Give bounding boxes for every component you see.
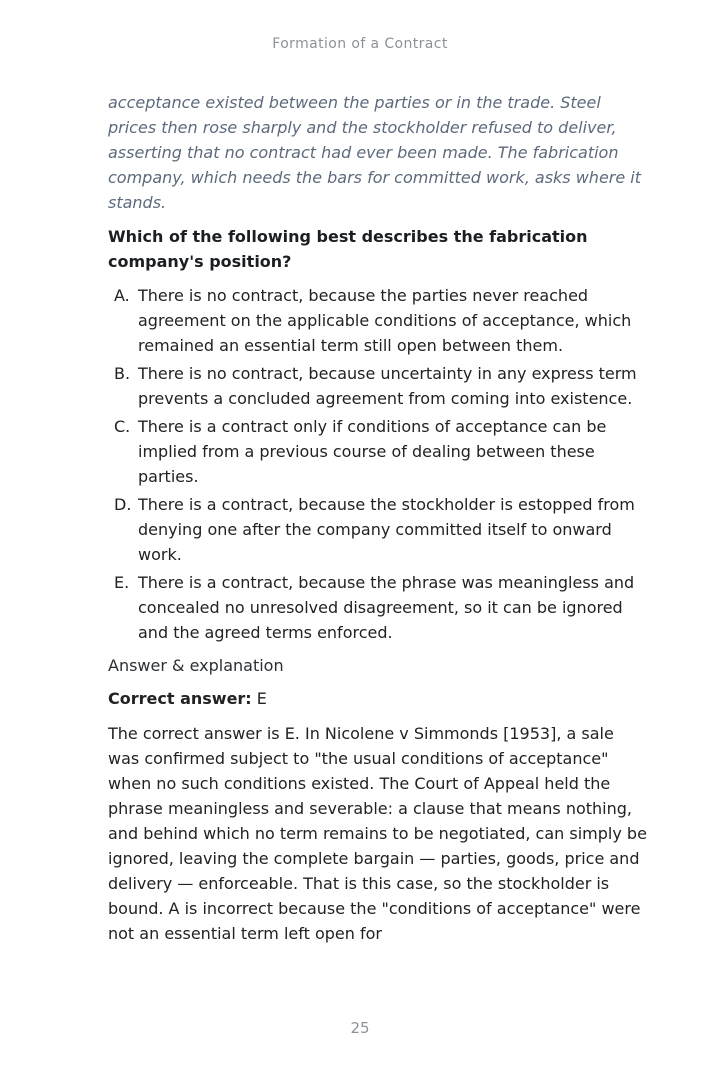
option-b <box>108 361 648 411</box>
correct-answer-line <box>108 686 648 711</box>
option-text: There is no contract, because the parties never reached agreement on the applicable conditions of acceptance, which remained an essential term still open between them. <box>138 286 632 355</box>
answer-explanation-toggle[interactable]: Answer & explanation <box>108 656 284 675</box>
running-header: Formation of a Contract <box>272 36 448 52</box>
scenario-text: acceptance existed between the parties or in the trade. Steel prices then rose sharply and the stockholder refused to deliver, asserting that no contract had ever been made. The fabrication company, which needs the bars for committed work, asks where it stands. <box>108 93 642 212</box>
option-text: There is no contract, because uncertainty in any express term prevents a concluded agreement from coming into existence. <box>138 364 637 408</box>
explanation-text: The correct answer is E. In Nicolene v Simmonds [1953], a sale was confirmed subject to "the usual conditions of acceptance" when no such conditions existed. The Court of Appeal held the phrase meaningless and severable: a clause that means nothing, and behind which no term remains to be negotiated, can simply be ignored, leaving the complete bargain — parties, goods, price and delivery — enforceable. That is this case, so the stockholder is bound. A is incorrect because the "conditions of acceptance" were not an essential term left open for <box>108 724 647 943</box>
option-letter: B. <box>114 364 131 383</box>
page-content <box>108 90 648 946</box>
option-letter: E. <box>114 573 130 592</box>
option-letter: C. <box>114 417 131 436</box>
option-letter: A. <box>114 286 130 305</box>
option-text: There is a contract, because the phrase was meaningless and concealed no unresolved disagreement, so it can be ignored and the agreed terms enforced. <box>138 573 635 642</box>
option-c <box>108 414 648 489</box>
question-stem: Which of the following best describes the fabrication company's position? <box>108 227 588 271</box>
option-letter: D. <box>114 495 132 514</box>
answer-options <box>108 283 648 645</box>
option-text: There is a contract only if conditions of acceptance can be implied from a previous course of dealing between these parties. <box>138 417 607 486</box>
option-text: There is a contract, because the stockholder is estopped from denying one after the company committed itself to onward work. <box>138 495 635 564</box>
option-d <box>108 492 648 567</box>
correct-answer-label: Correct answer: <box>108 689 252 708</box>
correct-answer-value: E <box>251 689 267 708</box>
option-a <box>108 283 648 358</box>
option-e <box>108 570 648 645</box>
page-number: 25 <box>350 1019 370 1037</box>
